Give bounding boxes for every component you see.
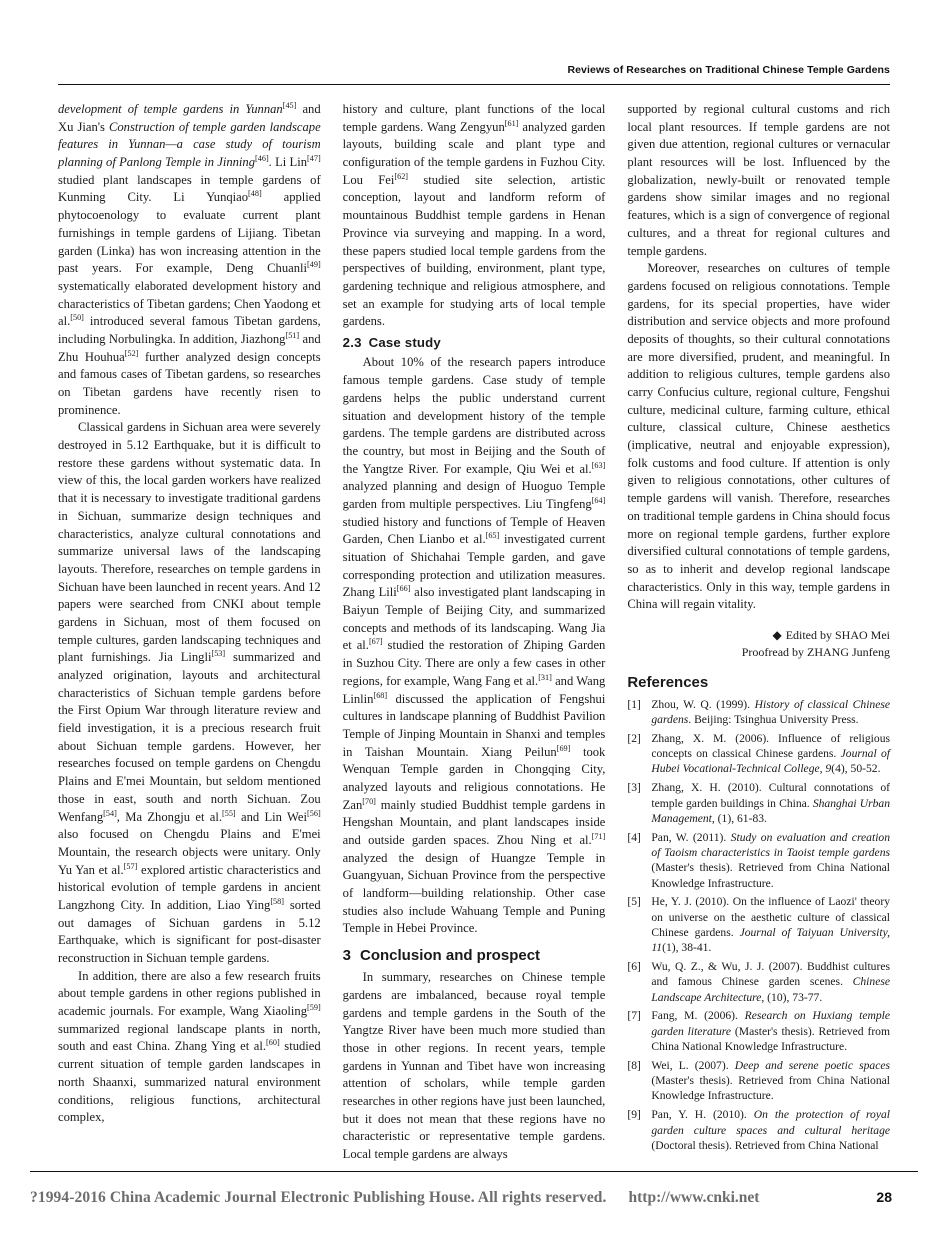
- paragraph-7: supported by regional cultural customs and rich local plant resources. If temple gardens are not given due attention, regional cultures or vernacular plant resources will be lost. Influenced by the globalization, newly-built or renovated temple gardens show similar images and no regional features, which is a sign of convergence of regional cultures, and a threat for regional cultures and temple gardens.: [627, 102, 891, 258]
- reference-item: [7] Fang, M. (2006). Research on Huxiang temple garden literature (Master's thesis). Retrieved from China National Knowledge Infrastructure.: [627, 1009, 891, 1054]
- section-number: 3: [342, 947, 352, 965]
- paragraph-8: Moreover, researches on cultures of temple gardens focused on religious connotations. Temple gardens, for its special properties, have wider distribution and service objects and more profound deposits of thoughts, so their cultural connotations are more diversified, prudent, and meaningful. In addition to religious cultures, temple gardens also carry Confucius culture, regional culture, Fengshui culture, medicinal culture, farming culture, ethical culture, classical culture, Chinese aesthetics (implicative, neutral and enjoyable expression), folk customs and food culture. If attention is only given to religious connotations, other cultures of temple gardens will vanish. Therefore, researches on traditional temple gardens in China should focus more on regional temple gardens, further explore diversified cultural connotations of temple gardens, so as to inherit and develop regional landscape characteristics. Only in this way, temple gardens in China will regain vitality.: [627, 261, 891, 612]
- diamond-icon: ◆: [772, 627, 782, 642]
- page-footer: [30, 1189, 918, 1207]
- section-number: 2.3: [342, 334, 362, 350]
- header-divider: [58, 84, 890, 85]
- reference-item: [3] Zhang, X. H. (2010). Cultural connotations of temple garden buildings in China. Shanghai Urban Management, (1), 61-83.: [627, 781, 891, 825]
- references-list: [627, 697, 890, 1153]
- column-2: [342, 101, 606, 1162]
- column-1: [58, 101, 321, 1139]
- reference-item: [5] He, Y. J. (2010). On the influence of Laozi' theory on universe on the aesthetic culture of classical Chinese gardens. Journal of Taiyuan University, 11(1), 38-41.: [627, 895, 891, 955]
- reference-item: [9] Pan, Y. H. (2010). On the protection of royal garden culture spaces and cultural heritage (Doctoral thesis). Retrieved from China National: [627, 1108, 891, 1152]
- paragraph-4: history and culture, plant functions of the local temple gardens. Wang Zengyun[61] analyzed garden layouts, building scale and plant type and configuration of the temple gardens in Fuzhou City. Lou Fei[62] studied site selection, artistic conception, layout and landform reform of mountainous Buddhist temple gardens in Henan Province via surveying and mapping. In a word, these papers studied local temple gardens from the perspectives of building, environment, plant type, gardening technique and religious atmosphere, and set an example for studying arts of local temple gardens.: [342, 102, 606, 329]
- cnki-link[interactable]: http://www.cnki.net: [628, 1189, 760, 1206]
- running-header: Reviews of Researches on Traditional Chinese Temple Gardens: [567, 64, 890, 76]
- edited-by-line: ◆ Edited by SHAO Mei: [772, 627, 891, 642]
- section-heading-case-study: [343, 334, 606, 353]
- references-heading: References: [627, 673, 709, 691]
- proofread-by-line: Proofread by ZHANG Junfeng: [741, 645, 891, 660]
- footer-left-group: [30, 1189, 759, 1207]
- paragraph-3: In addition, there are also a few research fruits about temple gardens in other regions published in academic journals. For example, Wang Xiaoling[59] summarized regional landscape plants in north, south and east China. Zhang Ying et al.[60] studied current situation of temple garden landscapes in north Shaanxi, summarized natural environment conditions, religious functions, architectural complex,: [58, 968, 321, 1125]
- paragraph-2: Classical gardens in Sichuan area were severely destroyed in 5.12 Earthquake, but it is difficult to restore these gardens without systematic data. In view of this, the local garden workers have realized that it is necessary to investigate traditional gardens in Sichuan, summarize design techniques and characteristics, analyze cultural connotations and summarize universal laws of the landscaping layouts. Therefore, researches on temple gardens in Sichuan have been launched in recent years. And 12 papers were searched from CNKI about temple gardens in Sichuan, most of them focused on temple cultures, garden landscaping techniques and plant furnishings. Jia Lingli[53] summarized and analyzed origination, layouts and architectural characteristics of Sichuan temple gardens before the First Opium War through literature review and field investigation, it is a precious research fruit about Sichuan temple gardens. However, her researches focused on temple gardens on Chengdu Plains and E'mei Mountain, but seldom mentioned those in east, south and north Sichuan. Zou Wenfang[54], Ma Zhongju et al.[55] and Lin Wei[56] also focused on Chengdu Plains and E'mei Mountain, the research objects were unitary. Only Yu Yan et al.[57] explored artistic characteristics and historical evolution of temple gardens in ancient Langzhong City. In addition, Liao Ying[58] sorted out damages of Sichuan gardens in 5.12 Earthquake, which is significant for post-disaster reconstruction in Sichuan temple gardens.: [58, 420, 321, 965]
- column-3: [627, 101, 891, 1152]
- article-columns: [58, 100, 891, 1162]
- reference-item: [2] Zhang, X. M. (2006). Influence of religious concepts on classical Chinese gardens. Journal of Hubei Vocational-Technical College, 9(4), 50-52.: [627, 731, 891, 776]
- reference-item: [1] Zhou, W. Q. (1999). History of classical Chinese gardens. Beijing: Tsinghua University Press.: [627, 697, 891, 727]
- footer-divider: [30, 1171, 918, 1172]
- section-title: Case study: [368, 334, 441, 350]
- section-heading-conclusion: [343, 945, 606, 966]
- reference-item: [6] Wu, Q. Z., & Wu, J. J. (2007). Buddhist cultures and famous Chinese garden scenes. Chinese Landscape Architecture, (10), 73-77.: [627, 960, 891, 1004]
- page-number: 28: [876, 1189, 892, 1205]
- paragraph-5: About 10% of the research papers introduce famous temple gardens. Case study of temple gardens helps the public understand current situation and development history of the temple gardens. The temple gardens are distributed across the country, but most in Beijing and the South of the Yangtze River. For example, Qiu Wei et al.[63] analyzed planning and design of Huoguo Temple garden from multiple perspectives. Liu Tingfeng[64] studied history and functions of Temple of Heaven Garden, Chen Lianbo et al.[65] investigated current situation of Shichahai Temple garden, and gave corresponding protection and utilization measures. Zhang Lili[66] also investigated plant landscaping in Baiyun Temple of Beijing City, and summarized concepts and methods of its landscaping. Wang Jia et al.[67] studied the restoration of Zhiping Garden in Suzhou City. There are only a few cases in other regions, for example, Wang Fang et al.[31] and Wang Linlin[68] discussed the application of Fengshui cultures in landscape planning of Buddhist Pavilion Temple of Jinping Mountain in Shanxi and temples in Taishan Mountain. Xiang Peilun[69] took Wenquan Temple garden in Chongqing City, analyzed layouts and religious connotations. He Zan[70] mainly studied Buddhist temple gardens in Hengshan Mountain, and plant landscapes inside and outside garden spaces. Zhou Ning et al.[71] analyzed the design of Huangze Temple in Guangyuan, Sichuan Province from the perspective of landform—building relationship. Other case studies also include Wahuang Temple and Puning Temple in Hebei Province.: [342, 355, 606, 936]
- section-title: Conclusion and prospect: [360, 947, 541, 965]
- editorial-credits: [627, 627, 890, 662]
- reference-item: [4] Pan, W. (2011). Study on evaluation and creation of Taoism characteristics in Taoist temple gardens (Master's thesis). Retrieved from China National Knowledge Infrastructure.: [627, 830, 891, 890]
- paragraph-1: development of temple gardens in Yunnan[45] and Xu Jian's Construction of temple garden landscape features in Yunnan—a case study of tourism planning of Panlong Temple in Jinning[46]. Li Lin[47] studied plant landscapes in temple gardens of Kunming City. Li Yunqiao[48] applied phytocoenology to evaluate current plant furnishings in temple gardens of Lijiang. Tibetan garden (Linka) has won increasing attention in the past years. For example, Deng Chuanli[49] systematically elaborated development history and characteristics of Tibetan gardens; Chen Yaodong et al.[50] introduced several famous Tibetan gardens, including Norbulingka. In addition, Jiazhong[51] and Zhu Houhua[52] further analyzed design concepts and famous cases of Tibetan gardens, so researches on Tibetan gardens have recently risen to prominence.: [58, 100, 321, 417]
- copyright-notice: ?1994-2016 China Academic Journal Electronic Publishing House. All rights reserved.: [30, 1189, 607, 1206]
- reference-item: [8] Wei, L. (2007). Deep and serene poetic spaces (Master's thesis). Retrieved from China National Knowledge Infrastructure.: [627, 1058, 891, 1103]
- paragraph-6: In summary, researches on Chinese temple gardens are imbalanced, because royal temple gardens and temple gardens in the South of the Yangtze River have been much more studied than those in other regions. In recent years, temple gardens in Yunnan and Tibet have won increasing attention of scholars, while temple garden researches in other regions have just been launched, but it does not mean that these regions have no characteristic or representative temple gardens. Local temple gardens are always: [342, 970, 606, 1162]
